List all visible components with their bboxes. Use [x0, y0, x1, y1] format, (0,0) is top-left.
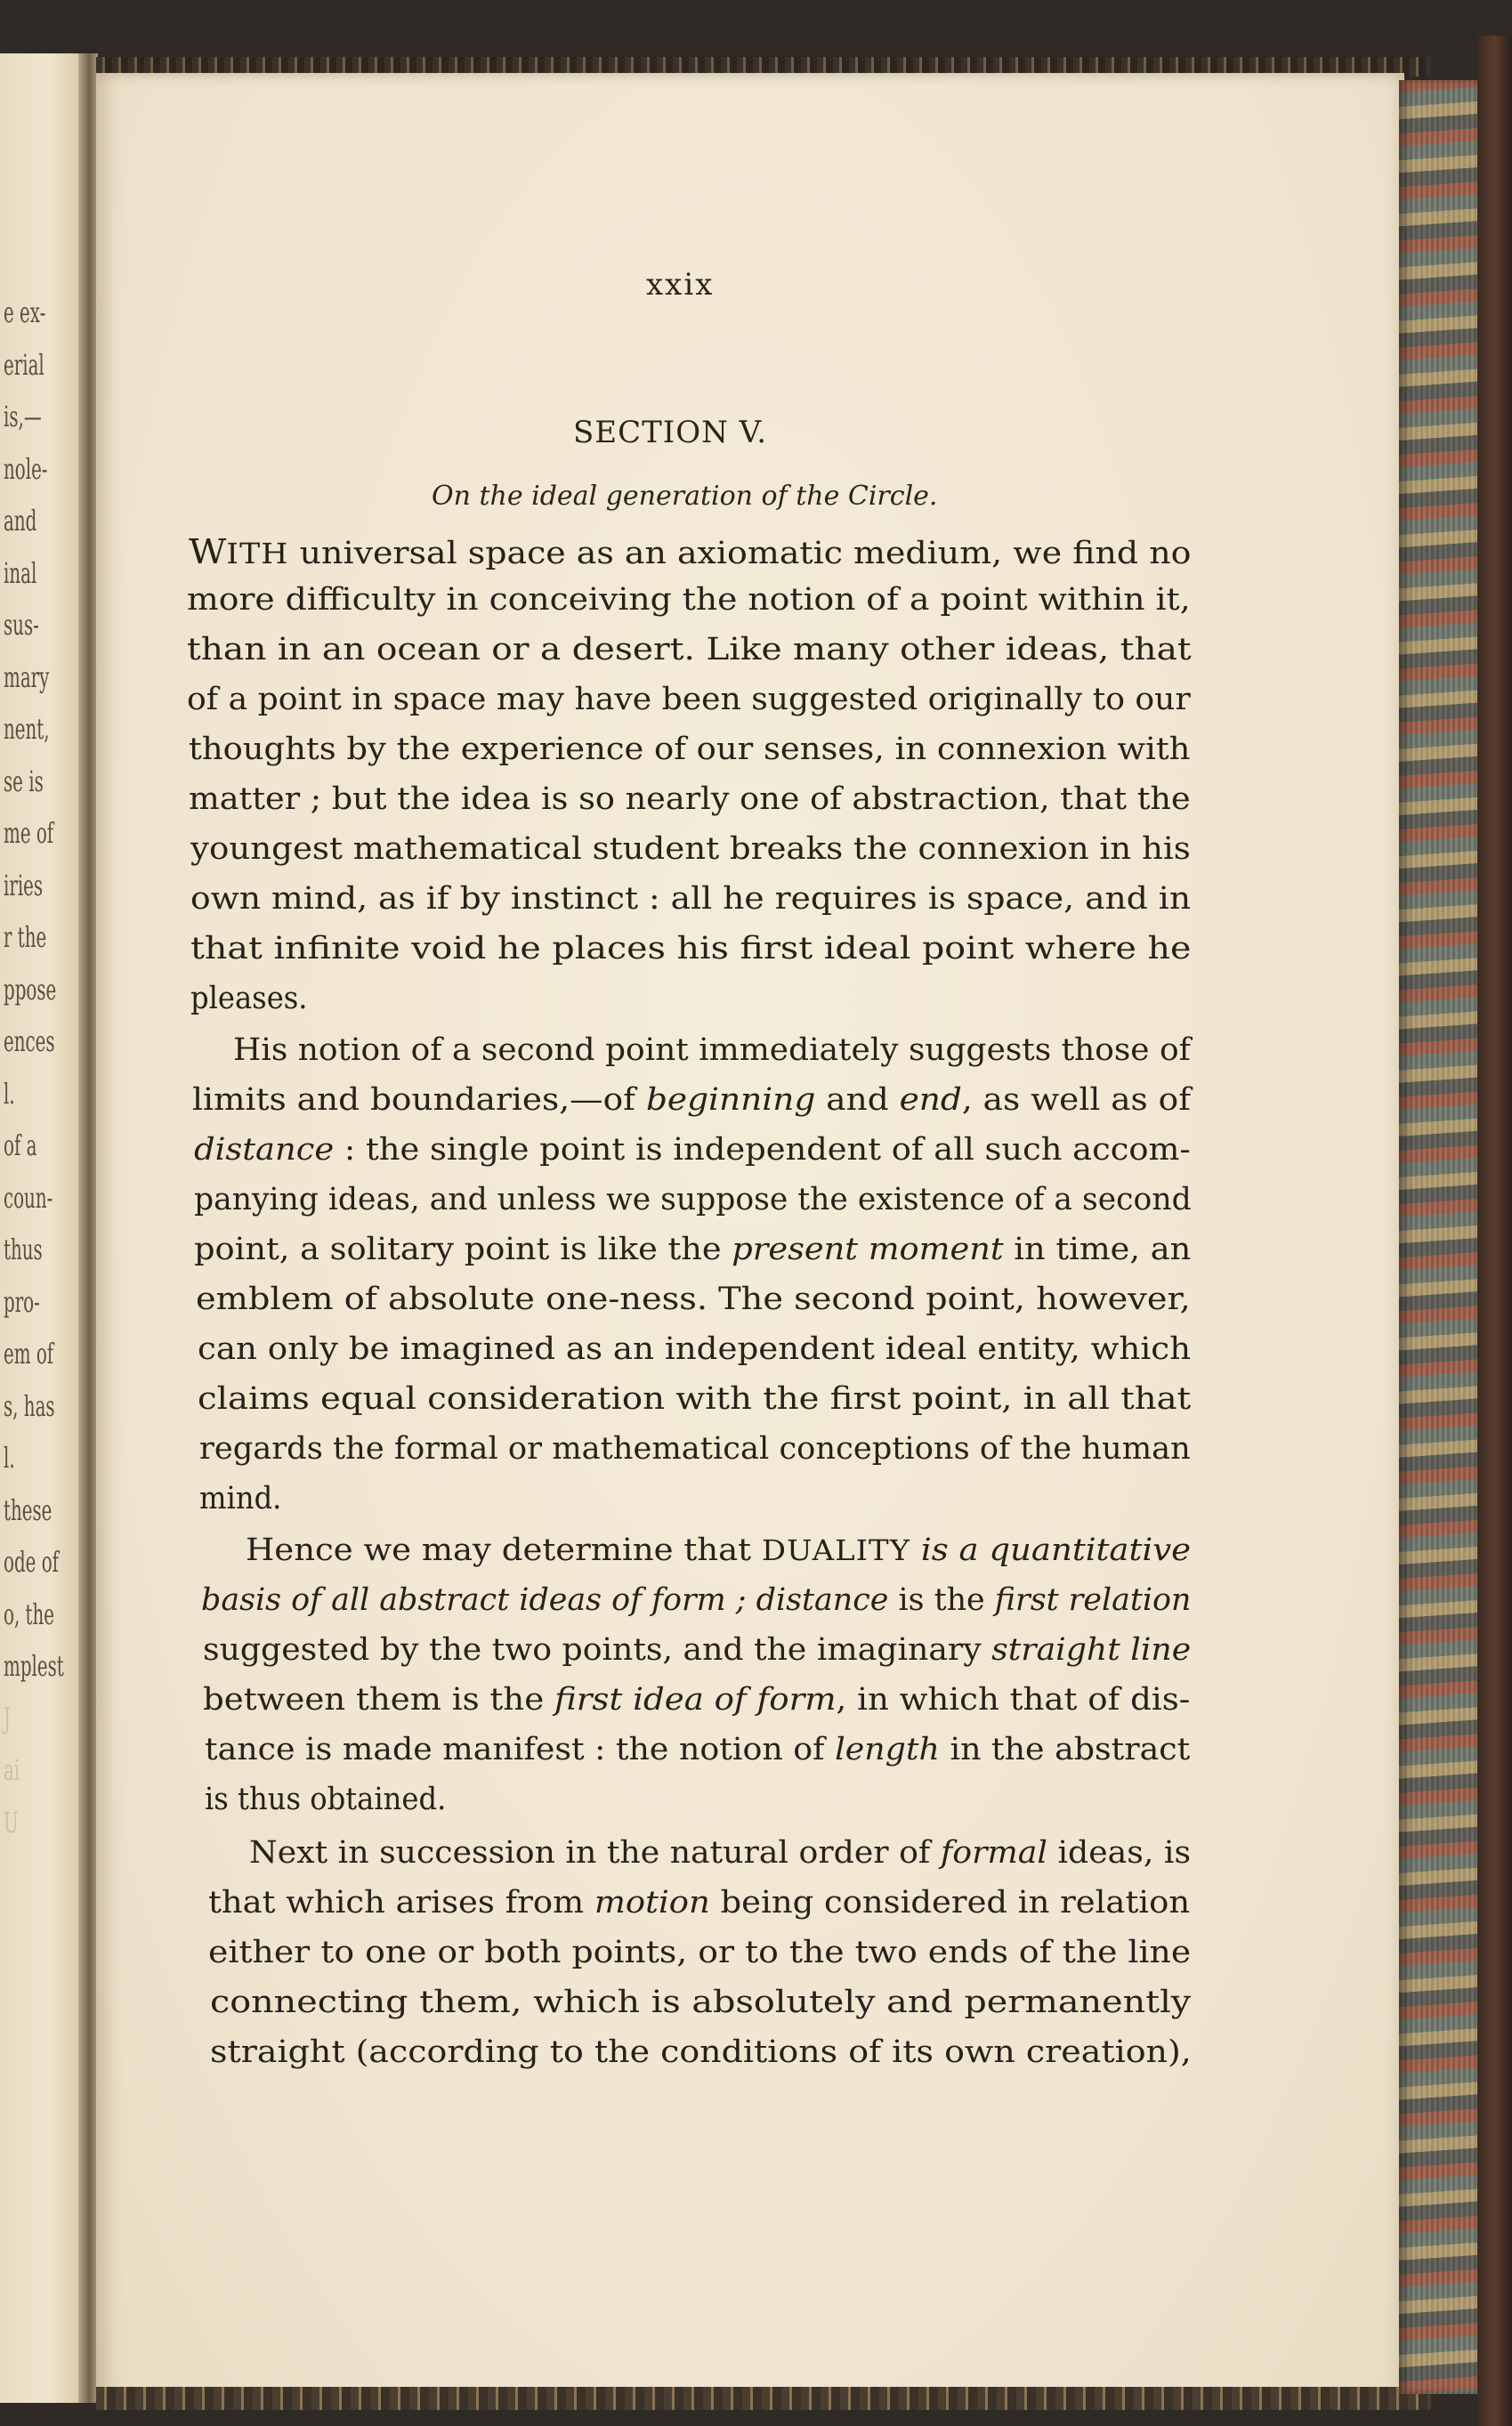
left-page-fragment: em of	[4, 1337, 54, 1371]
italic-term: end	[899, 1082, 962, 1118]
left-page-fragment: r the	[4, 920, 47, 954]
body-line: thoughts by the experience of our senses, in connexion with	[189, 732, 1191, 767]
left-page-fragment: thus	[4, 1233, 43, 1266]
left-page-fragment: s, has	[4, 1388, 55, 1423]
left-page-fragment: me of	[4, 816, 54, 850]
left-page-fragment: ode of	[4, 1545, 59, 1579]
body-line: youngest mathematical student breaks the connexion in his	[190, 831, 1191, 867]
marbled-page-edge	[1399, 80, 1481, 2394]
body-line	[194, 1132, 1191, 1168]
line-text	[910, 1532, 921, 1568]
body-line: claims equal consideration with the first point, in all that	[198, 1381, 1192, 1417]
body-line: panying ideas, and unless we suppose the existence of a second	[194, 1182, 1192, 1217]
body-line: matter ; but the idea is so nearly one of abstraction, that the	[189, 781, 1191, 817]
body-line: can only be imagined as an independent ideal entity, which	[198, 1331, 1192, 1367]
line-text: in the abstract	[939, 1732, 1191, 1767]
body-line: more difficulty in conceiving the notion of a point within it,	[187, 582, 1191, 618]
drop-initial: W	[189, 532, 227, 571]
left-page-fragment: l.	[4, 1076, 15, 1111]
line-text: tance is made manifest : the notion of	[205, 1732, 836, 1767]
line-text: in time, an	[1003, 1232, 1192, 1267]
body-line: pleases.	[190, 981, 308, 1016]
italic-term: first idea of form	[554, 1682, 837, 1718]
small-caps-word: DUALITY	[761, 1533, 911, 1567]
italic-term: distance	[194, 1132, 335, 1168]
body-line	[203, 1632, 1191, 1668]
line-text: between them is the	[203, 1682, 554, 1718]
body-line	[246, 1532, 1191, 1568]
left-page-fragment: these	[4, 1492, 53, 1527]
line-text: that which arises from	[208, 1885, 594, 1921]
left-page-fragment: U	[4, 1805, 19, 1840]
left-page-fragment: l.	[4, 1441, 15, 1475]
line-text: Next in succession in the natural order of	[249, 1835, 941, 1871]
body-line: His notion of a second point immediately suggests those of	[233, 1032, 1191, 1068]
line-text: and	[815, 1082, 900, 1118]
left-page-fragment: ai	[4, 1753, 20, 1787]
body-line	[208, 1885, 1190, 1921]
body-line: emblem of absolute one-ness. The second point, however,	[196, 1282, 1191, 1317]
body-line: either to one or both points, or to the two ends of the line	[208, 1935, 1192, 1970]
line-text: : the single point is independent of all such accom-	[334, 1132, 1191, 1168]
left-page-fragment: e ex-	[4, 295, 46, 329]
section-subtitle: On the ideal generation of the Circle.	[432, 481, 938, 512]
body-line: connecting them, which is absolutely and permanently	[210, 1985, 1192, 2020]
small-caps-word: ITH	[226, 537, 289, 570]
italic-term: straight line	[991, 1632, 1192, 1668]
italic-term: formal	[940, 1835, 1047, 1871]
body-line	[205, 1732, 1190, 1767]
left-page-fragment: nent,	[4, 712, 50, 746]
left-page-fragment: coun-	[4, 1180, 53, 1215]
book-cover-edge	[1477, 36, 1512, 2426]
page-bottom-edge	[96, 2387, 1431, 2410]
line-text: suggested by the two points, and the imaginary	[203, 1632, 992, 1668]
body-line	[203, 1682, 1190, 1718]
line-text: universal space as an axiomatic medium, we find no	[288, 536, 1192, 571]
left-page-fragment: ences	[4, 1024, 55, 1058]
body-line: own mind, as if by instinct : all he requires is space, and in	[190, 881, 1192, 917]
left-page-fragment: mary	[4, 659, 50, 694]
italic-term: basis of all abstract ideas of form ; distance	[201, 1582, 889, 1618]
left-page-fragment: iries	[4, 868, 44, 902]
left-page-fragment: pro-	[4, 1284, 40, 1319]
left-page-fragment: sus-	[4, 608, 39, 642]
body-line	[192, 1082, 1191, 1118]
line-text: point, a solitary point is like the	[194, 1232, 732, 1267]
book-gutter	[78, 53, 98, 2403]
body-line: mind.	[199, 1481, 282, 1516]
body-line	[201, 1582, 1192, 1618]
italic-term: present moment	[732, 1232, 1004, 1267]
body-line	[194, 1232, 1191, 1267]
left-page-fragment: and	[4, 504, 37, 538]
page-number: xxix	[646, 267, 715, 303]
italic-term: beginning	[645, 1082, 816, 1118]
line-text: , in which that of dis-	[836, 1682, 1191, 1718]
body-line: regards the formal or mathematical conceptions of the human	[199, 1431, 1191, 1467]
left-page-fragment: ppose	[4, 972, 57, 1007]
left-page-fragment: mplest	[4, 1649, 64, 1683]
line-text: Hence we may determine that	[246, 1532, 762, 1568]
italic-term: length	[835, 1732, 940, 1767]
italic-term: is a quantitative	[920, 1532, 1192, 1568]
body-line: of a point in space may have been suggested originally to our	[187, 682, 1191, 717]
body-line: than in an ocean or a desert. Like many other ideas, that	[187, 632, 1192, 667]
section-heading: SECTION V.	[573, 415, 768, 450]
left-page-edge	[0, 53, 82, 2403]
line-text: being considered in relation	[709, 1885, 1191, 1921]
left-page-fragment: erial	[4, 347, 44, 382]
left-page-fragment: inal	[4, 555, 37, 590]
line-text: ideas, is	[1047, 1835, 1192, 1871]
left-page-fragment: J	[4, 1701, 11, 1735]
body-line: that infinite void he places his first ideal point where he	[190, 931, 1192, 966]
line-text: limits and boundaries,—of	[192, 1082, 646, 1118]
left-page-fragment: o, the	[4, 1597, 55, 1631]
line-text: is the	[888, 1582, 995, 1618]
italic-term: first relation	[994, 1582, 1192, 1618]
left-page-fragment: nole-	[4, 451, 48, 486]
body-line: straight (according to the conditions of its own creation),	[210, 2034, 1192, 2070]
left-page-fragment: of a	[4, 1128, 37, 1162]
line-text: , as well as of	[961, 1082, 1192, 1118]
italic-term: motion	[594, 1885, 710, 1921]
body-line	[249, 1835, 1191, 1871]
body-line	[189, 532, 1191, 571]
left-page-fragment: se is	[4, 764, 44, 798]
left-page-fragment: is,—	[4, 400, 42, 433]
body-line: is thus obtained.	[205, 1782, 447, 1817]
